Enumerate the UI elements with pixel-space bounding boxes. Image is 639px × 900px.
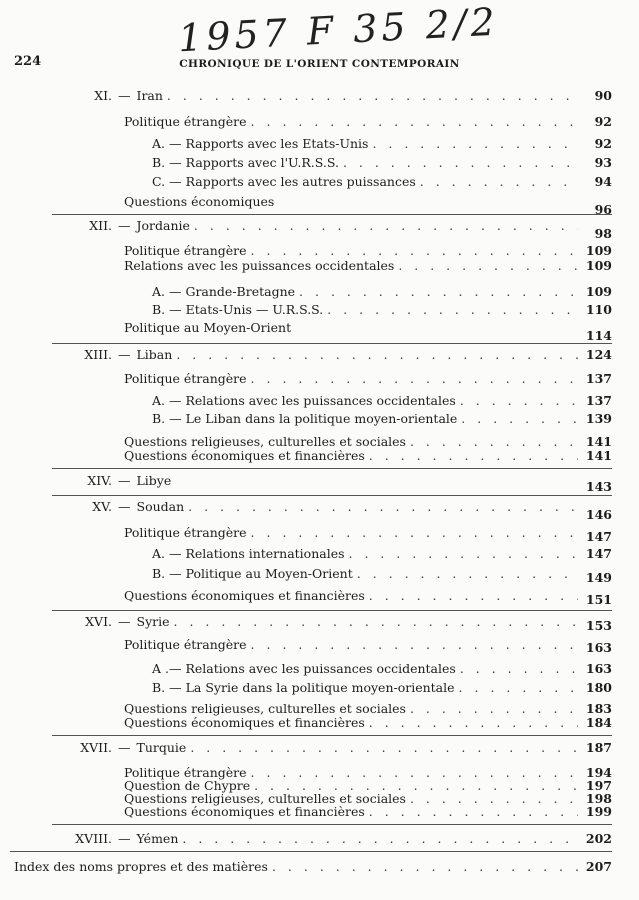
page-ref: 109 — [585, 258, 612, 273]
page-ref: 114 — [585, 328, 612, 343]
page-ref: 151 — [585, 592, 612, 607]
toc-section[interactable] — [124, 637, 612, 653]
chapter-title: Jordanie — [136, 218, 190, 233]
page-ref: 94 — [594, 174, 612, 189]
subsection-letter: A. — — [152, 393, 182, 408]
divider — [52, 824, 612, 825]
section-title: Questions religieuses, culturelles et sociales — [124, 434, 406, 449]
page-ref: 163 — [585, 661, 612, 676]
toc-subsection[interactable] — [152, 136, 612, 152]
page-ref: 141 — [585, 448, 612, 463]
page-ref: 187 — [585, 740, 612, 755]
page-ref: 149 — [585, 570, 612, 585]
section-title: Politique au Moyen-Orient — [124, 320, 292, 335]
toc-chapter[interactable]: XII. — Jordanie . . . 98 — [52, 218, 612, 234]
page-ref: 199 — [585, 804, 612, 819]
chapter-title: Syrie — [136, 614, 170, 629]
page-ref: 110 — [585, 302, 612, 317]
toc-chapter[interactable]: XIV. — Libye 143 — [52, 473, 612, 489]
section-title: Questions religieuses, culturelles et sociales — [124, 791, 406, 806]
toc-chapter[interactable]: XVIII. — Yémen . . . 202 — [30, 831, 612, 847]
toc-section[interactable] — [124, 804, 612, 820]
chapter-title: Liban — [136, 347, 173, 362]
section-title: Politique étrangère — [124, 243, 247, 258]
subsection-letter: B. — — [152, 566, 182, 581]
subsection-letter: A. — — [152, 546, 182, 561]
subsection-title: Relations avec les puissances occidentales — [185, 661, 456, 676]
toc-chapter[interactable]: XVII. — Turquie . . . 187 — [52, 740, 612, 756]
toc-section[interactable] — [124, 588, 612, 607]
page-ref: 139 — [585, 411, 612, 426]
page-ref: 109 — [585, 284, 612, 299]
subsection-title: Rapports avec les autres puissances — [185, 174, 416, 189]
toc-chapter[interactable]: XIII. — Liban . . . 124 — [52, 347, 612, 363]
toc-subsection[interactable] — [152, 284, 612, 300]
page-ref: 92 — [594, 114, 612, 129]
chapter-number: XVI. — [85, 614, 112, 629]
section-title: Questions économiques — [124, 194, 275, 209]
divider — [52, 495, 612, 496]
chapter-title: Yémen — [136, 831, 179, 846]
section-title: Relations avec les puissances occidentales — [124, 258, 395, 273]
section-title: Questions religieuses, culturelles et sociales — [124, 701, 406, 716]
page-number: 224 — [14, 54, 42, 69]
page-ref: 202 — [585, 831, 612, 846]
page-ref: 137 — [585, 371, 612, 386]
divider — [52, 214, 612, 215]
toc-section[interactable] — [124, 114, 612, 130]
page-ref: 96 — [594, 202, 612, 217]
subsection-title: Relations internationales — [185, 546, 345, 561]
page-ref: 137 — [585, 393, 612, 408]
chapter-title: Iran — [136, 88, 163, 103]
subsection-letter: A .— — [152, 661, 182, 676]
running-head: CHRONIQUE DE L'ORIENT CONTEMPORAIN — [179, 58, 460, 70]
toc-section[interactable] — [124, 243, 612, 259]
toc-subsection[interactable] — [152, 411, 612, 427]
page-ref: 93 — [594, 155, 612, 170]
divider — [52, 468, 612, 469]
page-ref: 153 — [585, 618, 612, 633]
page-ref: 124 — [585, 347, 612, 362]
toc-subsection[interactable] — [152, 661, 612, 677]
section-title: Questions économiques et financières — [124, 448, 365, 463]
page-ref: 207 — [585, 859, 612, 874]
chapter-number: XIV. — [87, 473, 112, 488]
toc-section[interactable] — [124, 371, 612, 387]
section-title: Question de Chypre — [124, 778, 251, 793]
toc-section[interactable] — [124, 320, 612, 343]
divider — [52, 610, 612, 611]
section-title: Politique étrangère — [124, 114, 247, 129]
page-ref: 197 — [585, 778, 612, 793]
subsection-letter: B. — — [152, 680, 182, 695]
toc-subsection[interactable] — [152, 302, 612, 318]
subsection-letter: A. — — [152, 284, 182, 299]
toc-subsection[interactable] — [152, 174, 612, 190]
page-ref: 147 — [585, 529, 612, 544]
subsection-title: Grande-Bretagne — [185, 284, 296, 299]
subsection-letter: B. — — [152, 411, 182, 426]
page-ref: 143 — [585, 479, 612, 494]
page-ref: 92 — [594, 136, 612, 151]
page-ref: 194 — [585, 765, 612, 780]
page-ref: 109 — [585, 243, 612, 258]
chapter-title: Libye — [136, 473, 172, 488]
divider — [52, 343, 612, 344]
page-ref: 180 — [585, 680, 612, 695]
page-ref: 163 — [585, 640, 612, 655]
section-title: Politique étrangère — [124, 371, 247, 386]
chapter-title: Turquie — [136, 740, 187, 755]
subsection-title: La Syrie dans la politique moyen-orientale — [185, 680, 455, 695]
toc-subsection[interactable] — [152, 680, 612, 696]
toc-subsection[interactable] — [152, 566, 612, 585]
subsection-title: Rapports avec l'U.R.S.S. — [185, 155, 339, 170]
toc-section[interactable] — [124, 525, 612, 544]
section-title: Questions économiques et financières — [124, 588, 365, 603]
page-ref: 98 — [594, 226, 612, 241]
toc-subsection[interactable] — [152, 155, 612, 171]
handwritten-note: 1957 F 35 2/2 — [177, 0, 500, 61]
page-ref: 183 — [585, 701, 612, 716]
page-ref: 147 — [585, 546, 612, 561]
subsection-letter: A. — — [152, 136, 182, 151]
subsection-letter: B. — — [152, 302, 182, 317]
index-title: Index des noms propres et des matières — [14, 859, 268, 874]
subsection-title: Politique au Moyen-Orient — [185, 566, 353, 581]
section-title: Politique étrangère — [124, 525, 247, 540]
section-title: Questions économiques et financières — [124, 715, 365, 730]
subsection-letter: C. — — [152, 174, 182, 189]
toc-chapter[interactable]: XI. — Iran . . . 90 — [52, 88, 612, 104]
chapter-number: XV. — [92, 499, 112, 514]
page-ref: 184 — [585, 715, 612, 730]
divider — [52, 735, 612, 736]
chapter-number: XIII. — [84, 347, 112, 362]
page-ref: 146 — [585, 507, 612, 522]
toc-section[interactable] — [124, 715, 612, 731]
chapter-number: XI. — [94, 88, 112, 103]
toc-index[interactable] — [14, 859, 612, 875]
toc-section[interactable] — [124, 448, 612, 464]
page-ref: 141 — [585, 434, 612, 449]
toc-section[interactable] — [124, 194, 612, 217]
section-title: Politique étrangère — [124, 765, 247, 780]
toc-section[interactable] — [124, 258, 612, 274]
page-ref: 90 — [594, 88, 612, 103]
subsection-title: Rapports avec les Etats-Unis — [185, 136, 369, 151]
chapter-number: XVII. — [80, 740, 112, 755]
section-title: Politique étrangère — [124, 637, 247, 652]
subsection-title: Etats-Unis — U.R.S.S. — [185, 302, 324, 317]
toc-subsection[interactable] — [152, 393, 612, 409]
toc-chapter[interactable]: XV. — Soudan . . . 146 — [52, 499, 612, 515]
toc-subsection[interactable] — [152, 546, 612, 562]
subsection-title: Relations avec les puissances occidentales — [185, 393, 456, 408]
page-ref: 198 — [585, 791, 612, 806]
subsection-title: Le Liban dans la politique moyen-orientale — [185, 411, 458, 426]
chapter-title: Soudan — [136, 499, 185, 514]
toc-chapter[interactable]: XVI. — Syrie . . . 153 — [52, 614, 612, 630]
divider — [10, 851, 612, 852]
subsection-letter: B. — — [152, 155, 182, 170]
section-title: Questions économiques et financières — [124, 804, 365, 819]
chapter-number: XVIII. — [75, 831, 112, 846]
chapter-number: XII. — [89, 218, 112, 233]
